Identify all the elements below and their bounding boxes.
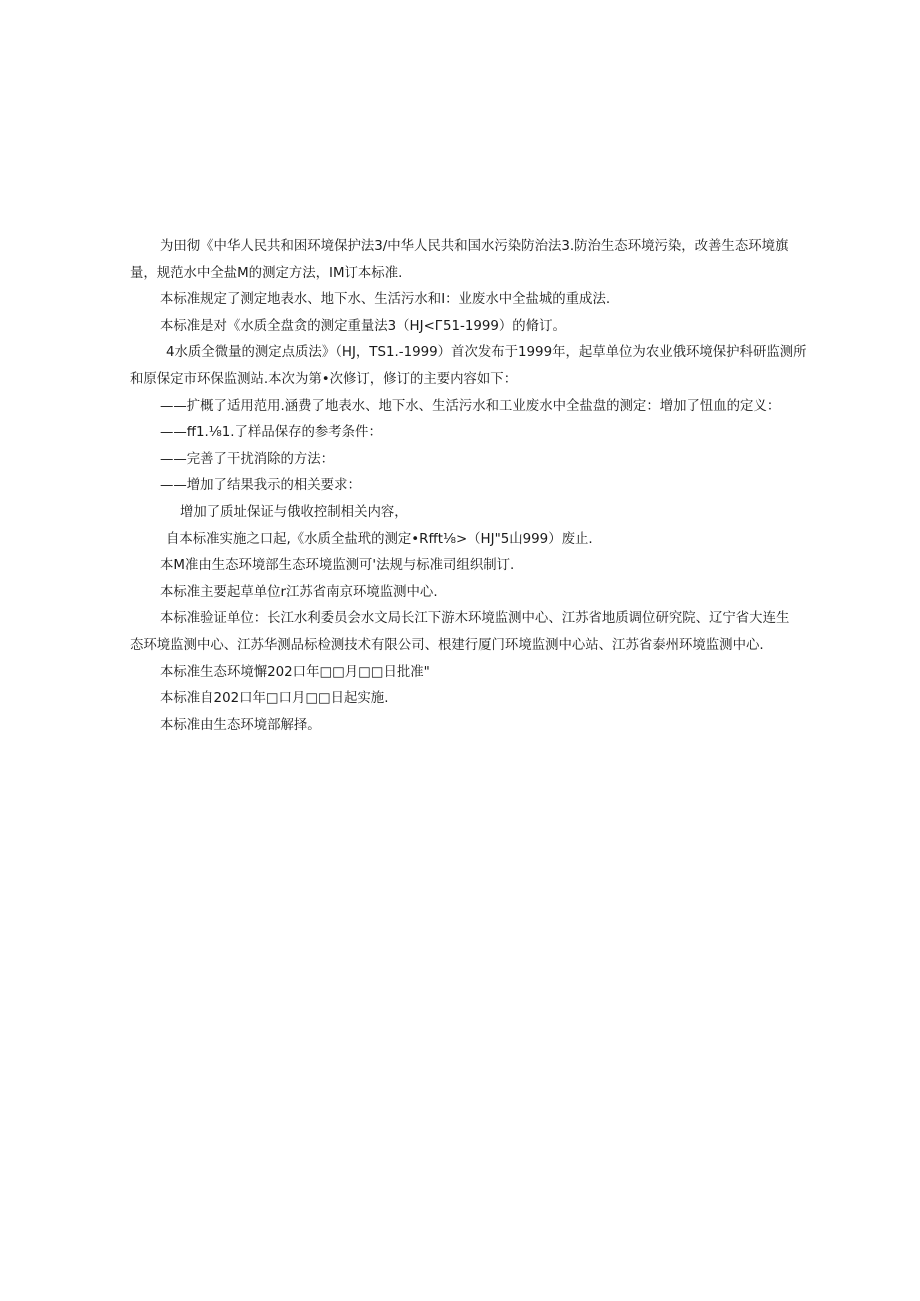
- paragraph-line: 态环境监测中心、江苏华测品标检测技术有限公司、根建行厦门环境监测中心站、江苏省泰州环境监测中心.: [130, 637, 764, 653]
- paragraph-line: 本标准主要起草单位r江苏省南京环境监测中心.: [160, 584, 438, 600]
- list-item: ——增加了结果我示的相关要求：: [160, 478, 361, 494]
- paragraph-line: 本标准生态环境懈202口年□□月□□日批准": [160, 664, 430, 680]
- paragraph-line: 和原保定市环保监测站.本次为第•次修订，修订的主要内容如下：: [130, 371, 518, 387]
- paragraph-line: 本标准自202口年□口月□□日起实施.: [160, 691, 389, 707]
- paragraph-line: 量，规范水中全盐M的测定方法，IM订本标准.: [130, 265, 403, 281]
- list-item: ——ff1.⅛1.了样品保存的参考条件：: [160, 425, 382, 441]
- paragraph-line: 本标准验证单位：长江水利委员会水文局长江下游木环境监测中心、江苏省地质调位研究院、辽宁省大连生: [160, 611, 790, 627]
- list-item: ——扩概了适用范用.涵费了地表水、地下水、生活污水和工业废水中全盐盘的测定：增加了忸血的定义：: [160, 398, 781, 414]
- paragraph-line: 本标准规定了测定地表水、地下水、生活污水和I：业废水中全盐城的重成法.: [160, 292, 611, 308]
- paragraph-line: 本M准由生态环境部生态环境监测可'法规与标准司组织制订.: [160, 558, 515, 574]
- paragraph-line: 为田彻《中华人民共和困环境保护法3/中华人民共和国水污染防治法3.防治生态环境污染，改善生态环境旗: [160, 239, 789, 254]
- foreword-text: [130, 234, 858, 739]
- list-item: 增加了质址保证与俄收控制相关内容，: [180, 504, 408, 520]
- paragraph-line: 本标准是对《水质全盘贪的测定重量法3（HJ<Г51-1999）的脩订。: [160, 318, 566, 334]
- list-item: ——完善了干扰消除的方法：: [160, 451, 335, 467]
- paragraph-line: 本标准由生态环境部解择。: [160, 717, 321, 733]
- paragraph-line: 4水质全微量的测定点质法》（HJ，TS1.-1999）首次发布于1999年，起草单位为农业俄环境保护科研监测所: [166, 345, 807, 361]
- paragraph-line: 自本标准实施之口起,《水质全盐玳的测定•Rfft⅛>（HJ"5山999）废止.: [166, 531, 593, 547]
